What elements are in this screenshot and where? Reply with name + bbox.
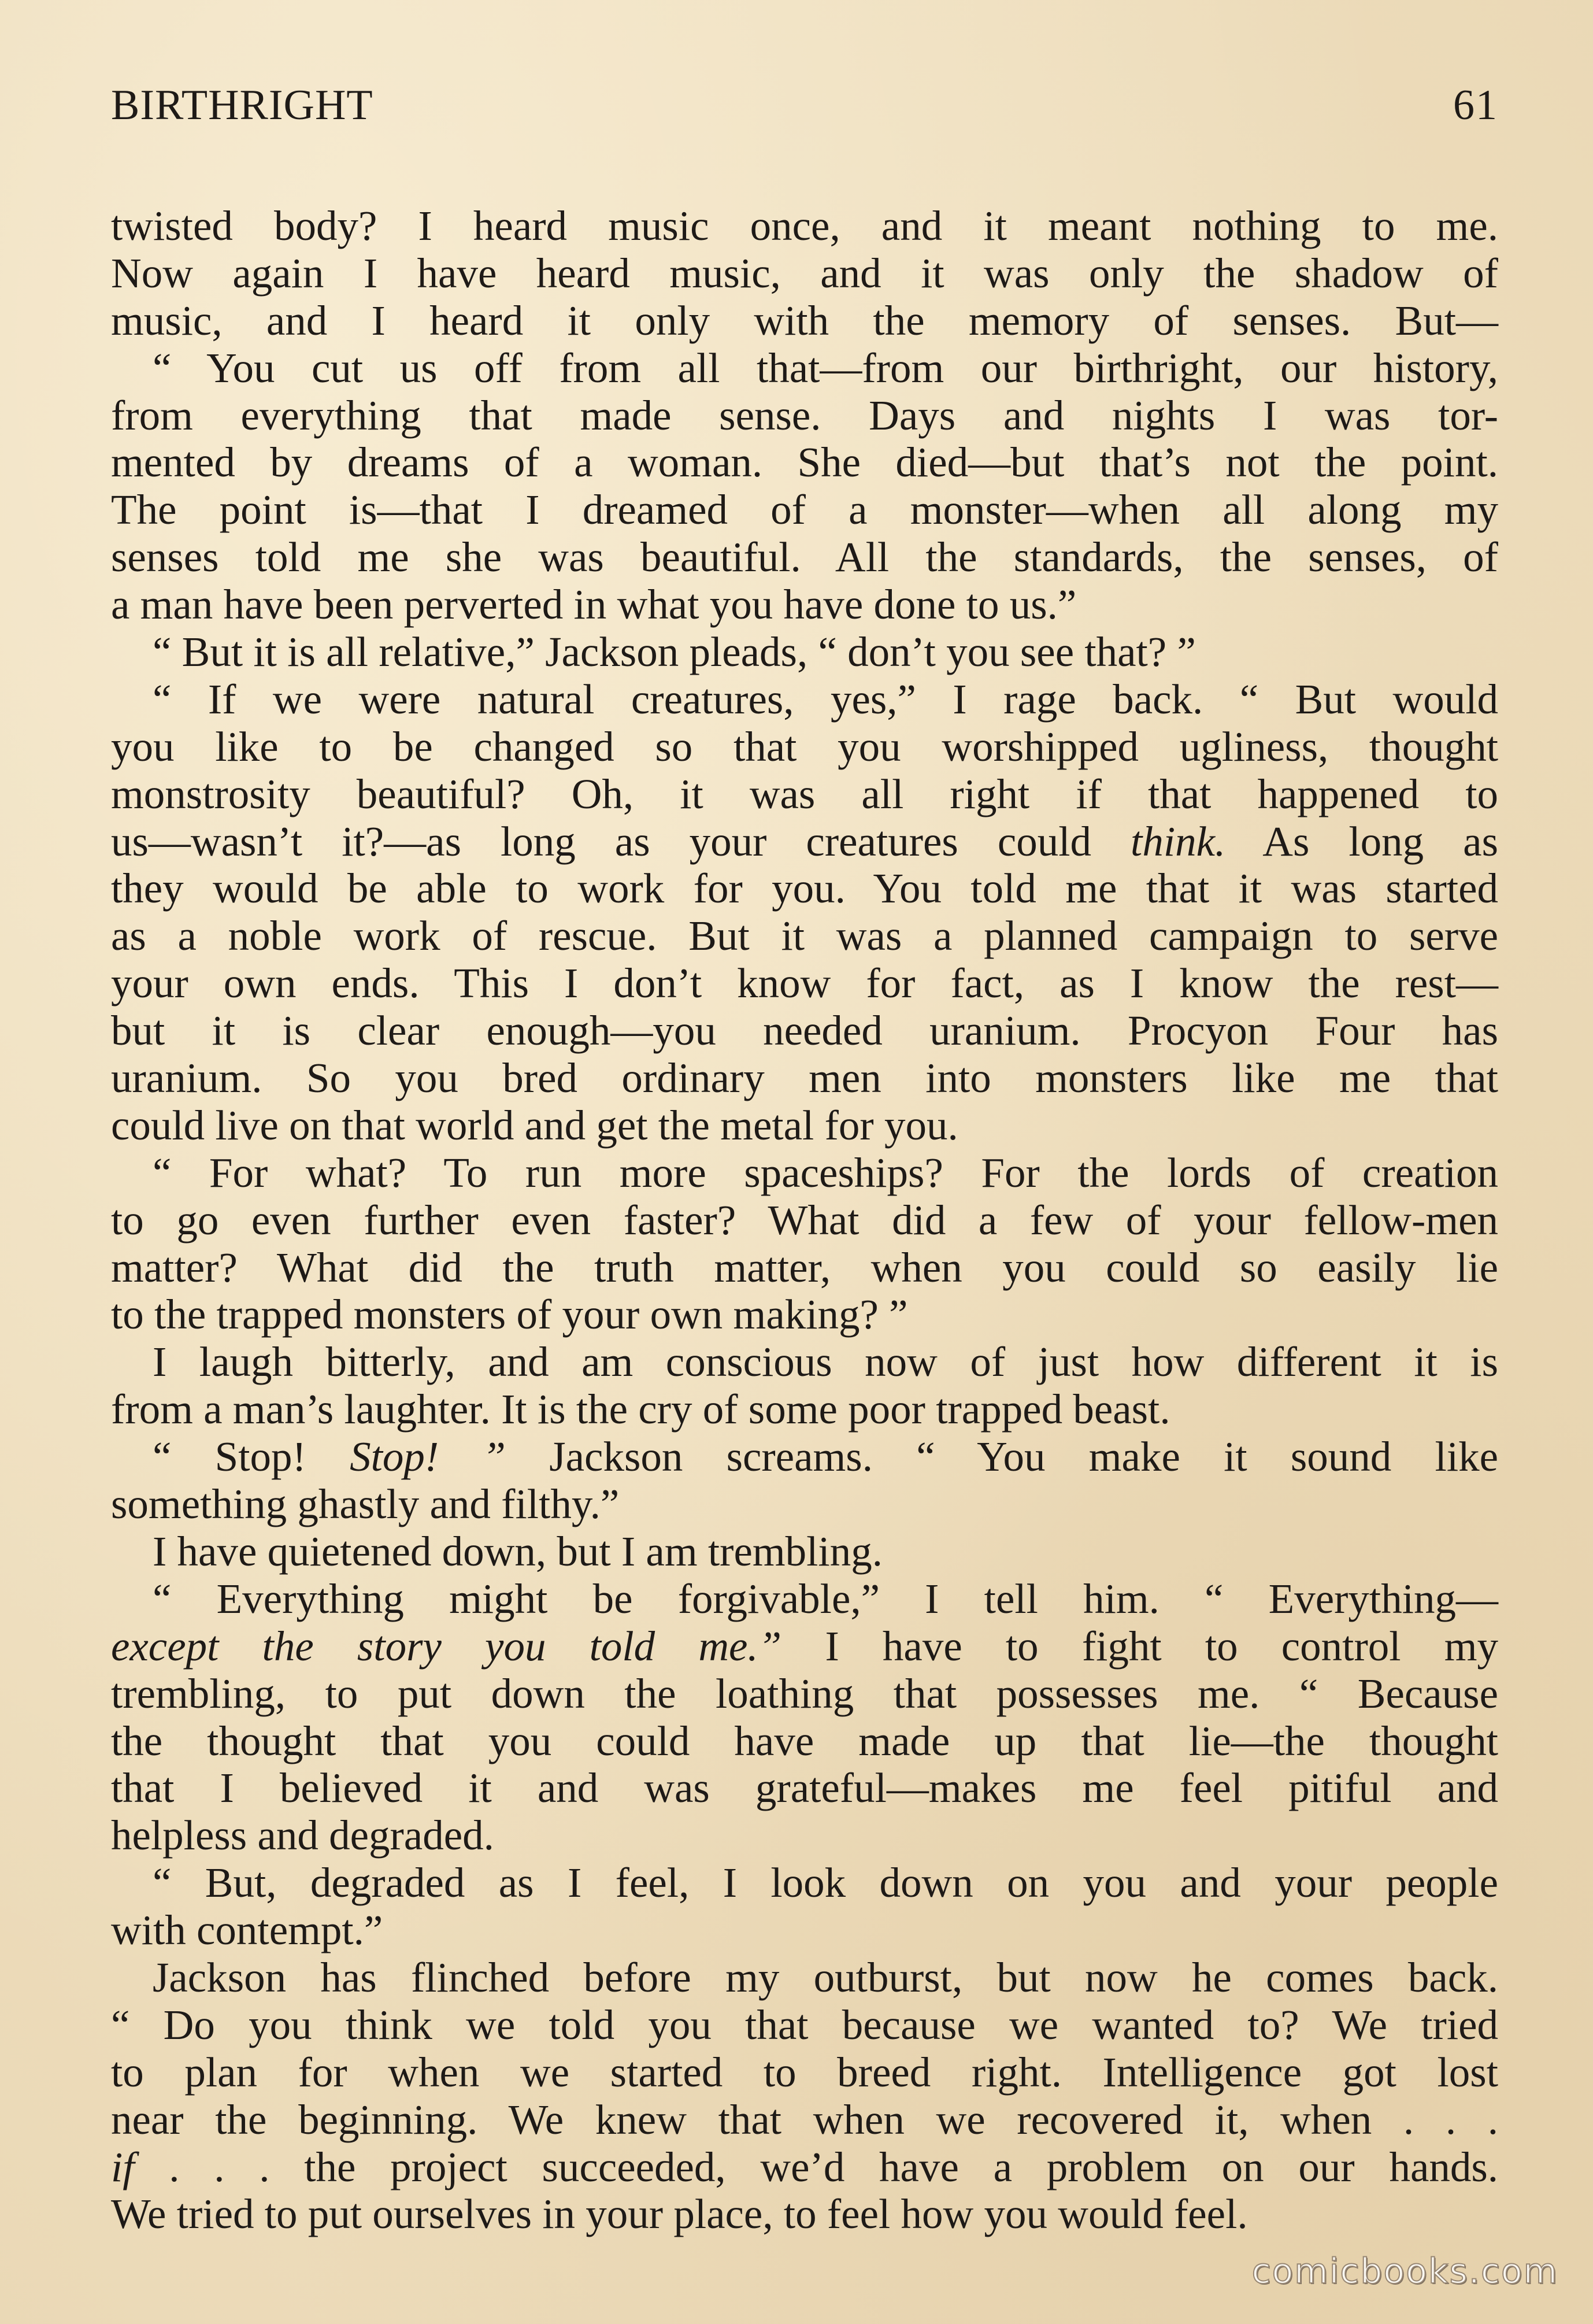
- text-line: trembling, to put down the loathing that possesses me. “ Because: [111, 1670, 1498, 1717]
- text-line: “ If we were natural creatures, yes,” I rage back. “ But would: [153, 675, 1498, 723]
- text-line: from everything that made sense. Days and nights I was tor-: [111, 391, 1498, 439]
- text-line: to plan for when we started to breed right. Intelligence got lost: [111, 2048, 1498, 2096]
- text-line: “ You cut us off from all that—from our birthright, our history,: [153, 344, 1498, 391]
- text-line: “ Stop! Stop! ” Jackson screams. “ You make it sound like: [153, 1433, 1499, 1481]
- text-line: mented by dreams of a woman. She died—but that’s not the point.: [111, 439, 1498, 486]
- text-line: “ But it is all relative,” Jackson pleads, “ don’t you see that? ”: [153, 628, 1196, 676]
- text-line: Now again I have heard music, and it was only the shadow of: [111, 249, 1498, 297]
- text-line: but it is clear enough—you needed uranium. Procyon Four has: [111, 1007, 1498, 1054]
- text-line: they would be able to work for you. You told me that it was started: [111, 865, 1498, 912]
- text-line: monstrosity beautiful? Oh, it was all right if that happened to: [111, 770, 1498, 817]
- text-line: from a man’s laughter. It is the cry of some poor trapped beast.: [111, 1386, 1170, 1433]
- text-line: with contempt.”: [111, 1907, 383, 1954]
- running-title: BIRTHRIGHT: [111, 82, 373, 129]
- running-head: [111, 81, 1498, 145]
- text-line: “ Do you think we told you that because we wanted to? We tried: [111, 2001, 1498, 2048]
- text-line: near the beginning. We knew that when we recovered it, when . . .: [111, 2096, 1498, 2143]
- text-line: if . . . the project succeeded, we’d have a problem on our hands.: [111, 2143, 1498, 2190]
- text-line: music, and I heard it only with the memory of senses. But—: [111, 297, 1498, 344]
- text-line: I have quietened down, but I am trembling.: [153, 1527, 883, 1575]
- text-line: matter? What did the truth matter, when you could so easily lie: [111, 1244, 1498, 1291]
- text-line: you like to be changed so that you worshipped ugliness, thought: [111, 723, 1498, 770]
- text-line: except the story you told me.” I have to fight to control my: [111, 1622, 1498, 1670]
- text-line: that I believed it and was grateful—makes me feel pitiful and: [111, 1764, 1498, 1812]
- text-line: to the trapped monsters of your own making? ”: [111, 1291, 908, 1338]
- book-page: [111, 81, 1498, 2238]
- text-line: senses told me she was beautiful. All the standards, the senses, of: [111, 534, 1498, 581]
- watermark: comicbooks.com: [1251, 2251, 1558, 2292]
- text-line: The point is—that I dreamed of a monster—when all along my: [111, 486, 1498, 534]
- text-line: as a noble work of rescue. But it was a planned campaign to serve: [111, 912, 1498, 960]
- text-line: “ For what? To run more spaceships? For the lords of creation: [153, 1149, 1498, 1196]
- text-line: “ Everything might be forgivable,” I tell him. “ Everything—: [153, 1575, 1498, 1622]
- text-line: I laugh bitterly, and am conscious now of just how different it is: [153, 1338, 1498, 1386]
- text-line: “ But, degraded as I feel, I look down on you and your people: [153, 1859, 1498, 1907]
- text-line: something ghastly and filthy.”: [111, 1481, 620, 1528]
- text-line: to go even further even faster? What did a few of your fellow-men: [111, 1196, 1498, 1244]
- text-line: We tried to put ourselves in your place, to feel how you would feel.: [111, 2190, 1248, 2238]
- text-line: twisted body? I heard music once, and it meant nothing to me.: [111, 202, 1498, 249]
- text-line: uranium. So you bred ordinary men into monsters like me that: [111, 1054, 1498, 1102]
- text-line: Jackson has flinched before my outburst, but now he comes back.: [153, 1953, 1498, 2001]
- text-line: could live on that world and get the metal for you.: [111, 1101, 958, 1149]
- text-line: us—wasn’t it?—as long as your creatures could think. As long as: [111, 817, 1498, 865]
- text-line: helpless and degraded.: [111, 1812, 494, 1859]
- page-number: 61: [1453, 82, 1498, 129]
- text-line: your own ends. This I don’t know for fact, as I know the rest—: [111, 960, 1498, 1007]
- text-line: a man have been perverted in what you have done to us.”: [111, 581, 1077, 628]
- body-text: [111, 202, 1498, 2238]
- text-line: the thought that you could have made up that lie—the thought: [111, 1717, 1498, 1764]
